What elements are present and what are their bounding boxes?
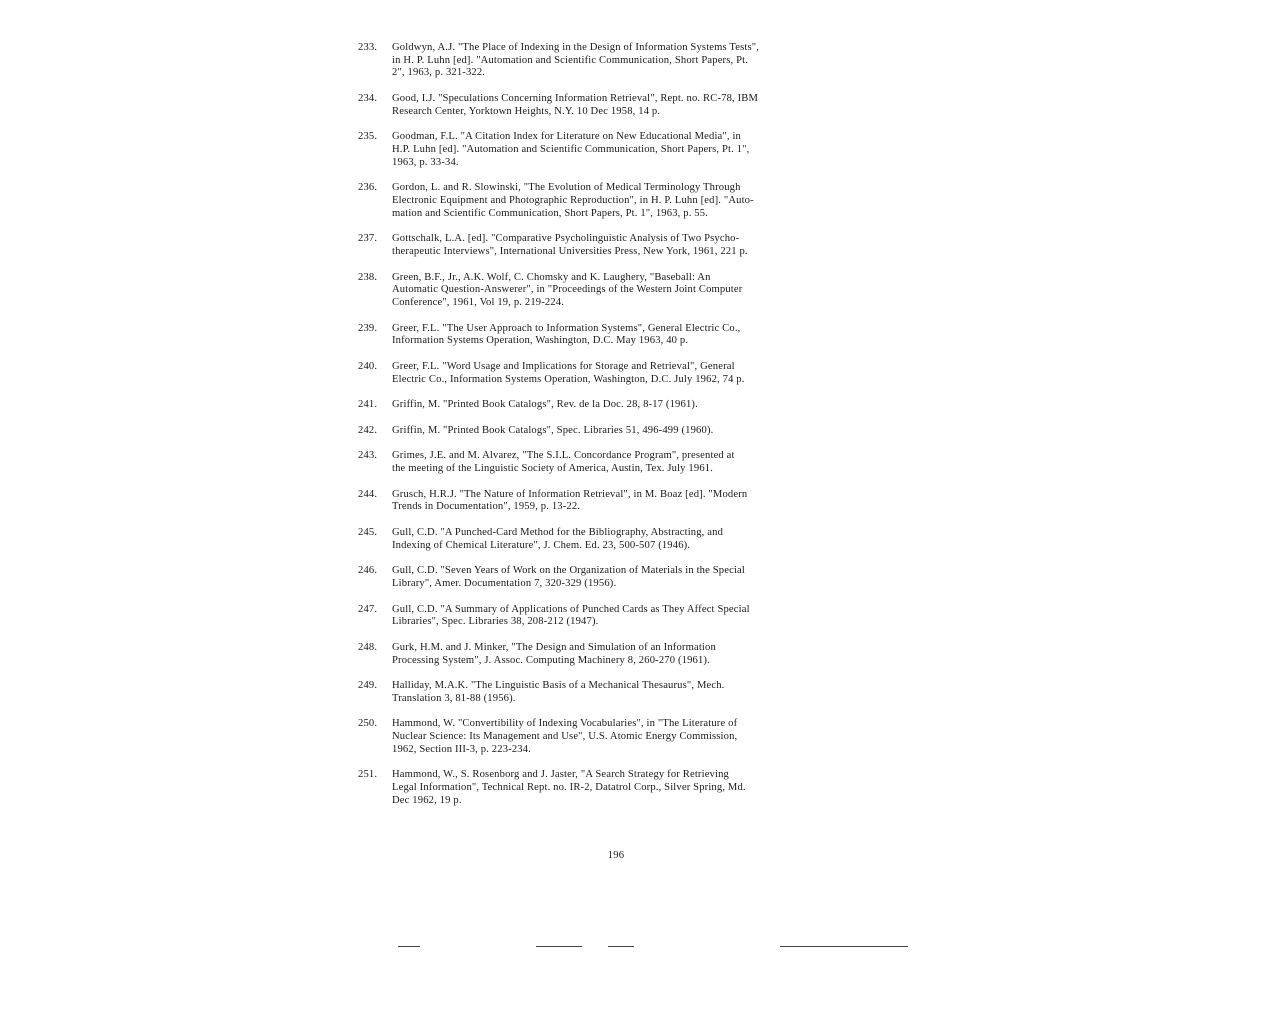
- reference-text: Green, B.F., Jr., A.K. Wolf, C. Chomsky and K. Laughery, "Baseball: An Automatic Question-Answerer", in "Proceedings of the Western Joint Computer Conference", 1961, Vol 19, p. 219-224.: [392, 271, 743, 308]
- reference-entry: [358, 565, 888, 590]
- reference-number: 239.: [358, 322, 378, 334]
- reference-entry: [358, 769, 888, 807]
- reference-text: Gull, C.D. "A Summary of Applications of Punched Cards as They Affect Special Libraries", Spec. Libraries 38, 208-212 (1947).: [392, 603, 750, 628]
- reference-entry: [358, 323, 888, 348]
- page-number: 196: [607, 850, 625, 861]
- reference-entry: [358, 272, 888, 310]
- reference-number: 233.: [358, 42, 378, 53]
- scan-artifact-mark: [398, 946, 420, 947]
- reference-text: Gottschalk, L.A. [ed]. "Comparative Psycholinguistic Analysis of Two Psycho- therapeutic Interviews", International Universities Press, New York, 1961, 221 p.: [392, 233, 748, 257]
- reference-entry: [358, 361, 888, 386]
- reference-text: Hammond, W. "Convertibility of Indexing Vocabularies", in "The Literature of Nuclear Science: Its Management and Use", U.S. Atomic Energy Commission, 1962, Section III-3, p. 223-234.: [392, 718, 738, 755]
- reference-number: 241.: [358, 399, 378, 411]
- reference-text: Gull, C.D. "A Punched-Card Method for the Bibliography, Abstracting, and Indexing of Chemical Literature", J. Chem. Ed. 23, 500-507 (1946).: [392, 526, 724, 551]
- reference-entry: [358, 604, 888, 629]
- scan-artifact-mark: [608, 946, 634, 947]
- reference-text: Griffin, M. "Printed Book Catalogs", Rev. de la Doc. 28, 8-17 (1961).: [392, 399, 698, 411]
- scan-artifact-mark: [536, 946, 582, 947]
- reference-number: 238.: [358, 271, 378, 283]
- reference-number: 243.: [358, 450, 378, 462]
- reference-number: 244.: [358, 488, 378, 500]
- reference-number: 234.: [358, 93, 378, 104]
- reference-text: Grusch, H.R.J. "The Nature of Information Retrieval", in M. Boaz [ed]. "Modern Trends in Documentation", 1959, p. 13-22.: [392, 488, 748, 513]
- reference-entry: [358, 680, 888, 705]
- reference-text: Gordon, L. and R. Slowinski, "The Evolution of Medical Terminology Through Electronic Equipment and Photographic Reproduction", in H. P. Luhn [ed]. "Auto- mation and Scientific Communication, Short Papers, Pt. 1", 1963, p. 55.: [392, 182, 754, 219]
- reference-number: 247.: [358, 603, 378, 615]
- scan-artifact-mark: [780, 946, 908, 947]
- reference-entry: [358, 642, 888, 667]
- reference-number: 242.: [358, 424, 378, 436]
- reference-text: Goodman, F.L. "A Citation Index for Literature on New Educational Media", in H.P. Luhn [ed]. "Automation and Scientific Communication, Short Papers, Pt. 1", 1963, p. 33-34.: [392, 131, 750, 168]
- reference-number: 246.: [358, 565, 378, 577]
- reference-number: 236.: [358, 182, 378, 194]
- reference-number: 249.: [358, 680, 378, 692]
- reference-text: Greer, F.L. "Word Usage and Implications for Storage and Retrieval", General Electric Co., Information Systems Operation, Washington, D.C. July 1962, 74 p.: [392, 360, 745, 385]
- reference-entry: [358, 182, 888, 220]
- reference-entry: [358, 718, 888, 756]
- reference-entry: [358, 93, 888, 118]
- reference-list: [358, 42, 888, 820]
- reference-number: 251.: [358, 769, 378, 781]
- reference-text: Grimes, J.E. and M. Alvarez, "The S.I.L. Concordance Program", presented at the meeting of the Linguistic Society of America, Austin, Tex. July 1961.: [392, 450, 735, 475]
- reference-number: 248.: [358, 641, 378, 653]
- reference-text: Greer, F.L. "The User Approach to Information Systems", General Electric Co., Information Systems Operation, Washington, D.C. May 1963, 40 p.: [392, 322, 741, 347]
- reference-text: Halliday, M.A.K. "The Linguistic Basis of a Mechanical Thesaurus", Mech. Translation 3, 81-88 (1956).: [392, 680, 725, 704]
- reference-number: 240.: [358, 360, 378, 372]
- reference-number: 237.: [358, 233, 378, 245]
- reference-number: 245.: [358, 526, 378, 538]
- reference-entry: [358, 450, 888, 475]
- reference-text: Griffin, M. "Printed Book Catalogs", Spec. Libraries 51, 496-499 (1960).: [392, 424, 714, 436]
- reference-entry: [358, 399, 888, 412]
- reference-entry: [358, 131, 888, 169]
- reference-text: Goldwyn, A.J. "The Place of Indexing in the Design of Information Systems Tests", in H. P. Luhn [ed]. "Automation and Scientific Communication, Short Papers, Pt. 2", 1963, p. 321-322.: [392, 42, 760, 79]
- reference-number: 250.: [358, 718, 378, 730]
- reference-number: 235.: [358, 131, 378, 143]
- reference-entry: [358, 425, 888, 438]
- reference-entry: [358, 42, 888, 80]
- reference-entry: [358, 233, 888, 258]
- reference-entry: [358, 527, 888, 552]
- reference-entry: [358, 489, 888, 514]
- reference-text: Good, I.J. "Speculations Concerning Information Retrieval", Rept. no. RC-78, IBM Research Center, Yorktown Heights, N.Y. 10 Dec 1958, 14 p.: [392, 93, 759, 117]
- reference-text: Gurk, H.M. and J. Minker, "The Design and Simulation of an Information Processing System", J. Assoc. Computing Machinery 8, 260-270 (1961).: [392, 641, 716, 666]
- reference-text: Hammond, W., S. Rosenborg and J. Jaster, "A Search Strategy for Retrieving Legal Information", Technical Rept. no. IR-2, Datatrol Corp., Silver Spring, Md. Dec 1962, 19 p.: [392, 769, 746, 806]
- reference-text: Gull, C.D. "Seven Years of Work on the Organization of Materials in the Special Library", Amer. Documentation 7, 320-329 (1956).: [392, 565, 745, 589]
